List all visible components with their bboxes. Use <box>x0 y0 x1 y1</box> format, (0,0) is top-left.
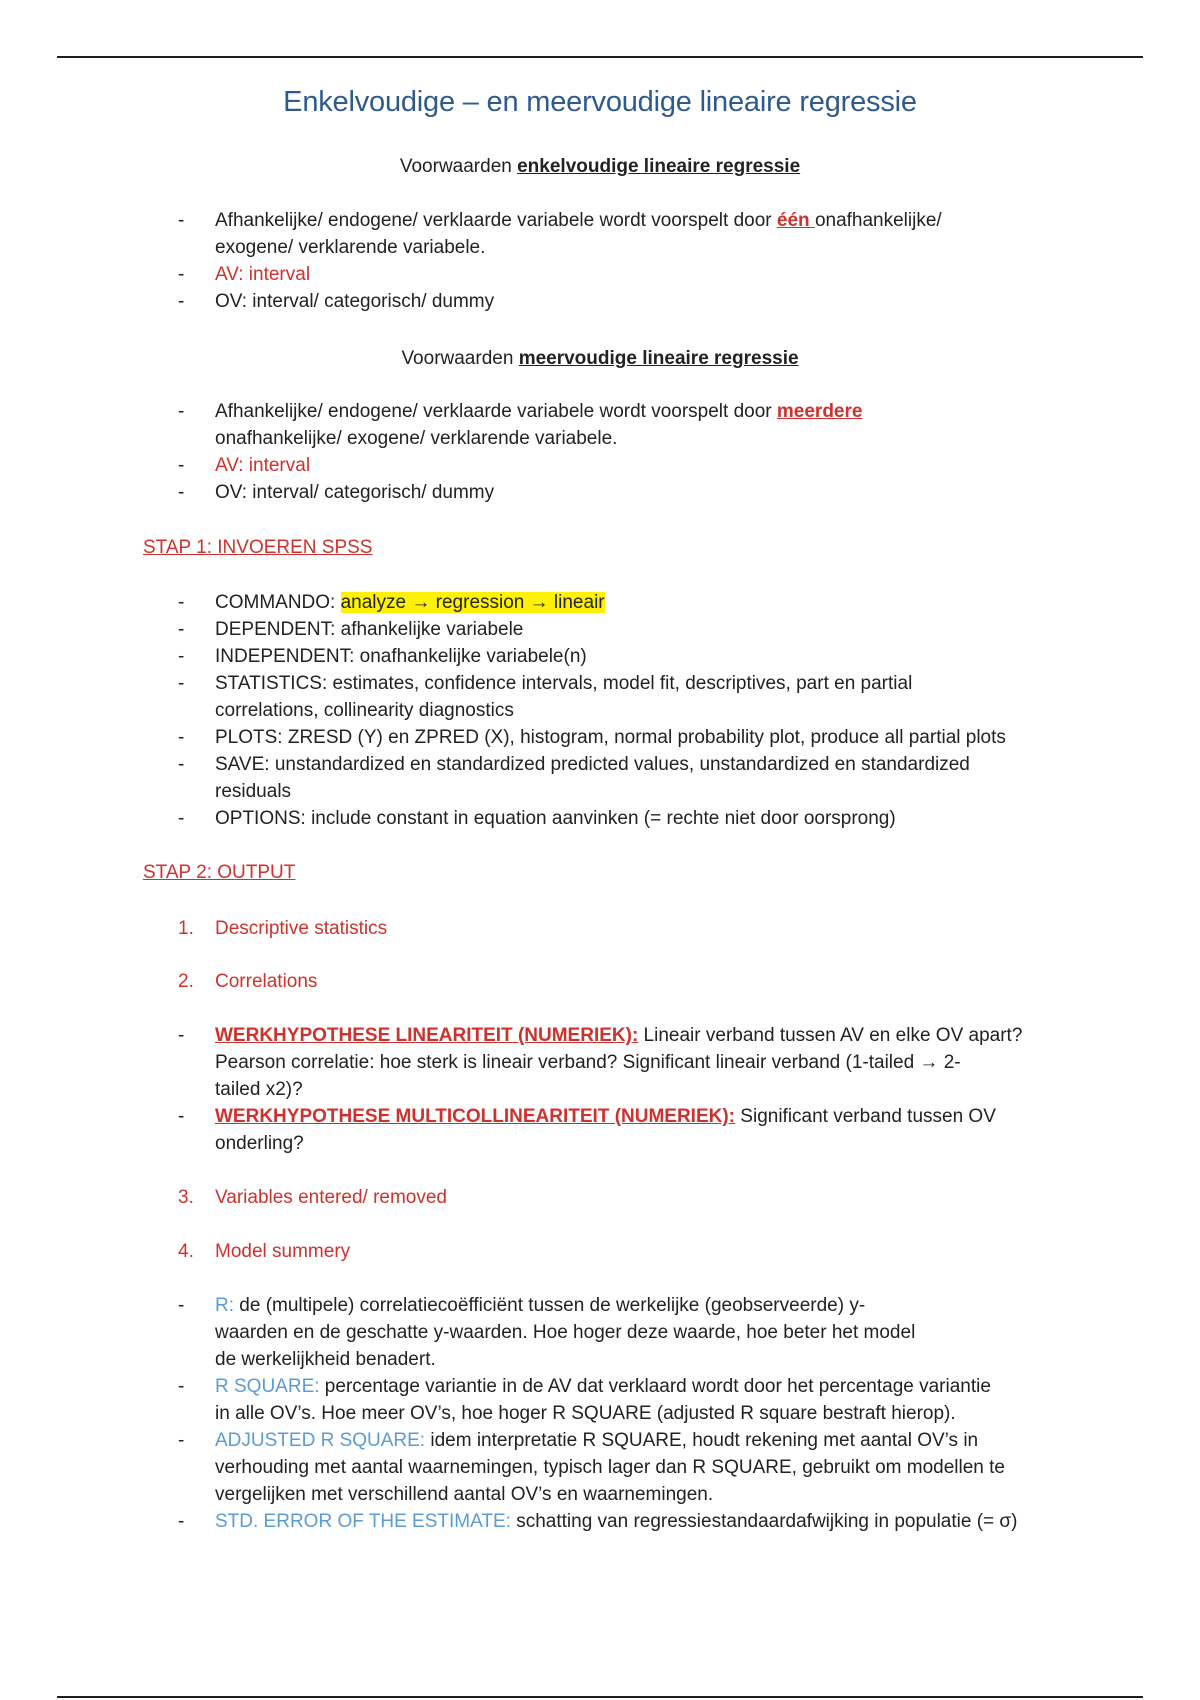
stap1-list <box>0 589 1200 832</box>
item-number: 1. <box>178 918 194 939</box>
list-item-cont <box>0 1481 1200 1508</box>
statistics-text-cont: correlations, collinearity diagnostics <box>215 700 514 721</box>
list-item <box>0 1292 1200 1319</box>
meer-heading <box>0 348 1200 370</box>
meer-heading-prefix: Voorwaarden <box>401 348 519 369</box>
list-item <box>0 1103 1200 1130</box>
wh-multicol-cont: onderling? <box>215 1133 304 1154</box>
bullet: - <box>178 619 185 640</box>
stap2-list <box>0 915 1200 1535</box>
wh-lineariteit-text: Lineair verband tussen AV en elke OV apart? <box>638 1025 1023 1046</box>
list-item-cont <box>0 778 1200 805</box>
bullet: - <box>178 727 185 748</box>
list-item-cont <box>0 1400 1200 1427</box>
bullet: - <box>178 1376 185 1397</box>
list-item <box>0 670 1200 697</box>
item-number: 3. <box>178 1187 194 1208</box>
r-text-cont: waarden en de geschatte y-waarden. Hoe hoger deze waarde, hoe beter het model <box>215 1322 916 1343</box>
bottom-rule <box>57 1696 1143 1698</box>
enkel-ov: OV: interval/ categorisch/ dummy <box>215 291 495 312</box>
list-item <box>0 1508 1200 1535</box>
bullet: - <box>178 646 185 667</box>
numbered-item <box>0 915 1200 942</box>
bullet: - <box>178 455 185 476</box>
list-item-cont <box>0 1076 1200 1103</box>
bullet: - <box>178 264 185 285</box>
enkel-b1-highlight: één <box>776 210 815 231</box>
adj-rsq-label: ADJUSTED R SQUARE: <box>215 1430 426 1451</box>
std-error-label: STD. ERROR OF THE ESTIMATE: <box>215 1511 511 1532</box>
stap1-heading: STAP 1: INVOEREN SPSS <box>143 537 373 558</box>
list-item <box>0 1427 1200 1454</box>
wh-multicol-label: WERKHYPOTHESE MULTICOLLINEARITEIT (NUMERIEK): <box>215 1106 736 1127</box>
list-item <box>0 589 1200 616</box>
page-title: Enkelvoudige – en meervoudige lineaire regressie <box>283 86 917 118</box>
list-item <box>0 643 1200 670</box>
enkel-heading-prefix: Voorwaarden <box>399 156 518 177</box>
list-item <box>0 751 1200 778</box>
variables-entered: Variables entered/ removed <box>215 1187 447 1208</box>
list-item <box>0 479 1200 506</box>
wh-lineariteit-cont: Pearson correlatie: hoe sterk is lineair verband? Significant lineair verband (1-tailed → 2- <box>215 1052 961 1073</box>
meer-b1-text: Afhankelijke/ endogene/ verklaarde variabele wordt voorspelt door <box>215 401 777 422</box>
list-item-cont <box>0 425 1200 452</box>
cmd-value: analyze → regression → lineair <box>340 592 605 613</box>
r-text: de (multipele) correlatiecoëfficiënt tussen de werkelijke (geobserveerde) y- <box>234 1295 866 1316</box>
meer-heading-bold: meervoudige lineaire regressie <box>518 348 799 369</box>
list-item-cont <box>0 1319 1200 1346</box>
bullet: - <box>178 673 185 694</box>
list-item-cont <box>0 1130 1200 1157</box>
meer-b1-cont: onafhankelijke/ exogene/ verklarende variabele. <box>215 428 618 449</box>
wh-multicol-text: Significant verband tussen OV <box>735 1106 996 1127</box>
cmd-label: COMMANDO: <box>215 592 341 613</box>
save-text-cont: residuals <box>215 781 292 802</box>
wh-lineariteit-cont2: tailed x2)? <box>215 1079 303 1100</box>
bullet: - <box>178 210 185 231</box>
bullet: - <box>178 592 185 613</box>
adj-rsq-cont: verhouding met aantal waarnemingen, typisch lager dan R SQUARE, gebruikt om modellen te <box>215 1457 1005 1478</box>
independent-text: INDEPENDENT: onafhankelijke variabele(n) <box>215 646 587 667</box>
numbered-item <box>0 1184 1200 1211</box>
meer-list <box>0 398 1200 506</box>
bullet: - <box>178 1511 185 1532</box>
bullet: - <box>178 1106 185 1127</box>
list-item-cont <box>0 1049 1200 1076</box>
item-number: 2. <box>178 971 194 992</box>
list-item <box>0 616 1200 643</box>
meer-ov: OV: interval/ categorisch/ dummy <box>215 482 495 503</box>
list-item <box>0 288 1200 315</box>
r-text-cont2: de werkelijkheid benadert. <box>215 1349 436 1370</box>
save-text: SAVE: unstandardized en standardized predicted values, unstandardized en standardized <box>215 754 970 775</box>
bullet: - <box>178 808 185 829</box>
model-summery: Model summery <box>215 1241 351 1262</box>
bullet: - <box>178 482 185 503</box>
dependent-text: DEPENDENT: afhankelijke variabele <box>215 619 524 640</box>
plots-text: PLOTS: ZRESD (Y) en ZPRED (X), histogram, normal probability plot, produce all partial plots <box>215 727 1006 748</box>
enkel-list <box>0 207 1200 315</box>
descriptive-statistics: Descriptive statistics <box>215 918 388 939</box>
numbered-item <box>0 968 1200 995</box>
enkel-heading-bold: enkelvoudige lineaire regressie <box>517 156 801 177</box>
bullet: - <box>178 1025 185 1046</box>
rsq-text: percentage variantie in de AV dat verklaard wordt door het percentage variantie <box>319 1376 991 1397</box>
r-label: R: <box>215 1295 234 1316</box>
enkel-b1-cont: exogene/ verklarende variabele. <box>215 237 486 258</box>
options-text: OPTIONS: include constant in equation aanvinken (= rechte niet door oorsprong) <box>215 808 896 829</box>
list-item <box>0 1022 1200 1049</box>
item-number: 4. <box>178 1241 194 1262</box>
top-rule <box>57 56 1143 58</box>
adj-rsq-cont2: vergelijken met verschillend aantal OV’s en waarnemingen. <box>215 1484 714 1505</box>
bullet: - <box>178 291 185 312</box>
statistics-text: STATISTICS: estimates, confidence intervals, model fit, descriptives, part en partial <box>215 673 913 694</box>
bullet: - <box>178 754 185 775</box>
numbered-item <box>0 1238 1200 1265</box>
list-item-cont <box>0 697 1200 724</box>
list-item <box>0 398 1200 425</box>
list-item <box>0 724 1200 751</box>
adj-rsq-text: idem interpretatie R SQUARE, houdt rekening met aantal OV’s in <box>425 1430 979 1451</box>
list-item-cont <box>0 1454 1200 1481</box>
list-item <box>0 261 1200 288</box>
rsq-label: R SQUARE: <box>215 1376 320 1397</box>
bullet: - <box>178 1430 185 1451</box>
enkel-b1-text: Afhankelijke/ endogene/ verklaarde variabele wordt voorspelt door <box>215 210 777 231</box>
meer-av: AV: interval <box>215 455 311 476</box>
enkel-heading <box>0 156 1200 178</box>
enkel-b1-text-end: onafhankelijke/ <box>814 210 942 231</box>
list-item <box>0 805 1200 832</box>
meer-b1-highlight: meerdere <box>776 401 863 422</box>
list-item <box>0 452 1200 479</box>
std-error-text: schatting van regressiestandaardafwijking in populatie (= σ) <box>510 1511 1018 1532</box>
bullet: - <box>178 401 185 422</box>
wh-lineariteit-label: WERKHYPOTHESE LINEARITEIT (NUMERIEK): <box>215 1025 639 1046</box>
bullet: - <box>178 1295 185 1316</box>
stap2-heading: STAP 2: OUTPUT <box>143 862 296 883</box>
list-item <box>0 1373 1200 1400</box>
list-item <box>0 207 1200 234</box>
rsq-text-cont: in alle OV’s. Hoe meer OV’s, hoe hoger R SQUARE (adjusted R square bestraft hierop). <box>215 1403 956 1424</box>
correlations: Correlations <box>215 971 318 992</box>
list-item-cont <box>0 234 1200 261</box>
enkel-av: AV: interval <box>215 264 311 285</box>
list-item-cont <box>0 1346 1200 1373</box>
